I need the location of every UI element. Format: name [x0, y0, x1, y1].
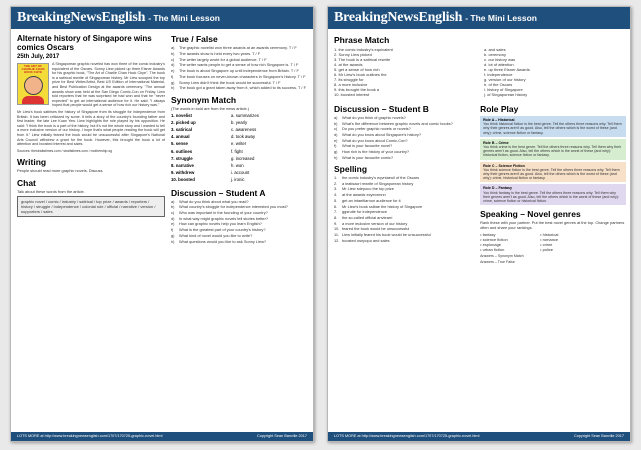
tf-item: c) The writer largely wrote for a global audience. T / F	[170, 56, 267, 62]
discussion-question: g) What kind of novel would you like to write?	[170, 232, 253, 238]
left-column	[17, 32, 165, 245]
speaking-heading: Speaking – Novel genres	[480, 209, 581, 220]
brand-title: BreakingNewsEnglish	[17, 10, 146, 25]
footer-copyright: Copyright Sean Banville 2017	[256, 434, 307, 438]
phrase-end: a. and sales	[484, 47, 506, 52]
role-card-crime: Role B – Crime You think crime is the best genre. Tell the others three reasons why. Tell them why their genres aren't as good. Also, tell the others which is the worst of these (and why): historical fiction, science fiction or fantasy.	[480, 139, 626, 160]
article-date: 25th July, 2017	[17, 54, 60, 60]
tf-item: e) The book is about Singapore up until independence from Britain. T / F	[170, 68, 299, 74]
synonym-match: g. increased	[230, 155, 255, 161]
footer-link[interactable]: LOTS MORE at http://www.breakingnewsenglish.com/1707/170725-graphic-novel.html	[17, 434, 163, 438]
synonym-match: i. account	[230, 170, 250, 176]
spelling-item: 4. at the awards ecyeormnn	[334, 192, 386, 198]
discussion-a-heading: Discussion – Student A	[170, 187, 266, 198]
discussion-question: a) What do you think of graphic novels?	[334, 115, 406, 120]
synonym-word: 7. struggle	[170, 155, 193, 161]
synonym-word: 1. novelist	[170, 112, 192, 118]
synonym-word: 8. narrative	[170, 163, 194, 169]
phrase-start: 9. this brought the book a	[334, 87, 380, 92]
true-false-heading: True / False	[170, 34, 218, 44]
comic-body-illustration	[22, 96, 44, 105]
comic-face-illustration	[24, 76, 43, 95]
left-column	[334, 100, 472, 264]
discussion-question: h) What questions would you like to ask Sonny Liew?	[170, 238, 267, 244]
page-footer	[11, 432, 313, 441]
brand-subtitle: - The Mini Lesson	[148, 13, 220, 23]
phrase-start: 2. Sonny Liew picked	[334, 52, 372, 57]
synonym-match: d. took away	[230, 134, 256, 140]
synonym-match: e. writer	[230, 141, 247, 147]
discussion-question: e) How can graphic novels help you learn English?	[170, 221, 262, 227]
synonym-word: 5. sense	[170, 141, 188, 147]
phrase-end: e. up three Eisner Awards	[484, 67, 530, 72]
genre-item: • science fiction	[480, 237, 508, 243]
synonym-word: 2. picked up	[170, 119, 196, 125]
phrase-end: d. lot of attention	[484, 62, 514, 67]
genre-item: • historical	[540, 232, 559, 238]
page-header	[328, 7, 630, 29]
phrase-start: 5. get a sense of how rich	[334, 67, 380, 72]
role-card-fantasy: Role D – Fantasy You think fantasy is the best genre. Tell the others three reasons why. Tell them why their genres aren't as good. Also, tell the others which is the worst of these (and why): crime, science fiction or historical fiction.	[480, 184, 626, 205]
discussion-question: h) What is your favourite comic?	[334, 154, 394, 160]
article-title: Alternate history of Singapore wins comics Oscars	[17, 34, 152, 52]
chat-prompt: Talk about these words from the article.	[17, 188, 85, 194]
synonym-match: a. summarizes	[230, 112, 259, 118]
article-paragraph-2: Mr Liew's book satirises the history of Singapore from its struggle for independence from Britain. It has been criticized by some. It tells a story of the country's founding father and first leader, the late Lee Kuan Yew. Liew highlights the role played by his opposition. He said: "I think the book is a part of the history, but it's not the whole story and I wanted to tell a more inclusive version of our history. I hope that's what people reading the book will get from it." Liew initially feared the book would be unsuccessful after Singapore's National Arts Council withdrew a grant for the book. However, this brought the book a lot of attention and boosted interest and sales.	[17, 109, 165, 147]
footer-copyright: Copyright Sean Banville 2017	[573, 434, 624, 438]
page-footer	[328, 432, 630, 441]
synonym-word: 10. boosted	[170, 177, 195, 183]
chat-word-box: graphic novel / comic / industry / satirical / top prize / awards / reporters / history / struggle / independence / colonial rule / official / narrative / version / supporters / sales	[17, 196, 165, 217]
synonym-match: f. fight	[230, 148, 243, 154]
synonym-note: (The words in bold are from the news article.)	[170, 106, 249, 112]
synonym-match: c. awareness	[230, 127, 257, 133]
phrase-start: 1. the comic industry's equivalent	[334, 47, 393, 52]
synonym-table	[171, 112, 309, 184]
chat-heading: Chat	[17, 177, 36, 188]
discussion-question: c) Do you prefer graphic novels or novels?	[334, 126, 411, 132]
genre-item: • police	[540, 247, 554, 253]
genre-item: • fantasy	[480, 232, 496, 238]
discussion-question: e) What do you know about Comic-Con?	[334, 137, 408, 143]
spelling-item: 7. ggsrutle for independence	[334, 209, 387, 215]
role-play-heading: Role Play	[480, 104, 519, 114]
discussion-question: b) What country's struggle for independence interested you most?	[170, 204, 288, 210]
spelling-item: 9. a more ieulcsivn version of our history	[334, 220, 408, 226]
role-card-historical: Role A – Historical You think historical fiction is the best genre. Tell the others three reasons why. Tell them why their genres aren't as good. Also, tell the others which is the worst of these (and why): crime, science fiction or fantasy.	[480, 116, 626, 137]
phrase-start: 4. at the awards	[334, 62, 363, 67]
comic-cover-image	[17, 63, 49, 105]
synonym-word: 6. outlines	[170, 148, 193, 154]
phrase-end: c. our history was	[484, 57, 516, 62]
phrase-start: 7. its struggle for	[334, 77, 364, 82]
phrase-end: h. of the Oscars	[484, 82, 513, 87]
discussion-question: g) How rich is the history of your country?	[334, 149, 410, 155]
phrase-match-table	[334, 47, 624, 97]
comic-cover-title: THE ART OF CHARLIE CHAN HOCK CHYE	[21, 64, 45, 74]
spelling-item: 5. get an intaeitlarnon audience for it	[334, 197, 401, 203]
discussion-question: d) What do you know about Singapore's history?	[334, 132, 422, 138]
right-column	[171, 32, 309, 245]
brand-title: BreakingNewsEnglish	[334, 10, 463, 25]
discussion-question: f) What is the greatest part of your country's history?	[170, 227, 266, 233]
phrase-start: 8. a more inclusive	[334, 82, 368, 87]
writing-heading: Writing	[17, 157, 47, 168]
phrase-start: 6. Mr Liew's book outlines the	[334, 72, 387, 77]
article-paragraph-1: A Singaporean graphic novelist has won three of the comic industry's equivalent of the Oscars. Sonny Liew picked up three Eisner Awards for his graphic book, "The Art of Charlie Chan Hock Chye". The book is a satirical rewrite of Singaporean history. Mr Liew scooped the top prize for Best Writer/Artist, Best US Edition of International Material, and Best Publication Design at the awards ceremony. "The annual awards show was held at the San Diego Comic-Con on Friday. Liew told reporters that he was surprised he had won and that he "never expected" to get an international audience for it. He said: "I always hoped that people would get a sense of how rich our history was."	[52, 62, 165, 108]
spelling-item: 1. the comic industry's eqvntaeuil of the Oscars	[334, 175, 420, 181]
phrase-end: g. version of our history	[484, 77, 526, 82]
phrase-match-heading: Phrase Match	[334, 35, 390, 45]
writing-prompt: People should read more graphic novels. Discuss.	[17, 168, 104, 174]
synonym-match: j. ironic	[230, 177, 245, 183]
phrase-end: j. of Singaporean history	[484, 92, 528, 97]
synonym-word: 3. satirical	[170, 127, 192, 133]
synonym-word: 4. annual	[170, 134, 190, 140]
phrase-end: i. history of Singapore	[484, 87, 523, 92]
tf-item: d) The writer wants people to get a sense of how rich Singapore is. T / F	[170, 62, 299, 68]
genre-item: • urban fiction	[480, 247, 505, 253]
spelling-item: 8. the so-called official anvtearri	[334, 214, 393, 220]
genre-item: • romance	[540, 237, 559, 243]
spelling-item: 2. a ieatisacrl rewrite of Singaporean history	[334, 180, 414, 186]
genre-list	[480, 232, 626, 252]
phrase-end: f. independence	[484, 72, 513, 77]
page-header	[11, 7, 313, 29]
discussion-question: d) In what way might graphic novels tell stories better?	[170, 215, 269, 221]
spelling-item: 11. Liew initially feared his book would be unsuccessful	[334, 231, 431, 237]
discussion-question: c) Who was important in the founding of your country?	[170, 210, 268, 216]
answers-true-false-label: Answers – True False	[480, 260, 515, 265]
discussion-question: a) What do you think about what you read?	[170, 198, 249, 204]
article-sources: Sources: thestraitstimes.com / straitstimes.com / mothership.sg	[17, 148, 112, 153]
phrase-start: 3. The book is a satirical rewrite	[334, 57, 391, 62]
worksheet-page-1	[10, 6, 314, 442]
discussion-question: f) What is your favourite novel?	[334, 143, 393, 149]
tf-item: g) Sonny Liew didn't think the book would be successful. T / F	[170, 79, 281, 85]
discussion-question: b) What's the difference between graphic novels and comic books?	[334, 120, 453, 126]
spelling-item: 3. Mr Liew sdepoco the top prize	[334, 186, 394, 192]
right-column	[480, 100, 626, 264]
tf-item: a) The graphic novelist won three awards at an awards ceremony. T / F	[170, 45, 297, 50]
synonym-match: h. won	[230, 163, 244, 169]
speaking-prompt: Rank these with your partner. Put the best novel genres at the top. Change partners often and share your rankings.	[480, 220, 625, 230]
spelling-heading: Spelling	[334, 164, 368, 175]
synonym-match: b. yearly	[230, 119, 248, 125]
tf-item: f) The book focuses on never-known characters in Singapore's history. T / F	[170, 73, 306, 79]
phrase-end: b. ceremony	[484, 52, 507, 57]
discussion-b-heading: Discussion – Student B	[334, 104, 429, 114]
tf-item: h) The book got a grant taken away from it, which added to its success. T / F	[170, 85, 306, 91]
spelling-item: 12. boosted osnpopu and sales	[334, 237, 390, 243]
spelling-item: 6. Mr Liew's book sslitae the history of Singapore	[334, 203, 423, 209]
footer-link[interactable]: LOTS MORE at http://www.breakingnewsenglish.com/1707/170725-graphic-novel.html	[334, 434, 480, 438]
synonym-heading: Synonym Match	[170, 95, 237, 106]
phrase-start: 10. boosted interest	[334, 92, 370, 97]
brand-subtitle: - The Mini Lesson	[465, 13, 537, 23]
genre-item: • crime	[540, 242, 553, 248]
role-card-science-fiction: Role C – Science Fiction You think science fiction is the best genre. Tell the others three reasons why. Tell them why their genres aren't as good. Also, tell the others which is the worst of these (and why): crime, historical fiction or fantasy.	[480, 162, 626, 183]
tf-item: b) The awards show is held every two years. T / F	[170, 50, 261, 56]
spelling-item: 10. feared the book would be unsuccessful	[334, 226, 410, 232]
synonym-word: 9. withdrew	[170, 170, 195, 176]
worksheet-page-2	[327, 6, 631, 442]
genre-item: • espionage	[480, 242, 502, 248]
answers-synonym-label: Answers – Synonym Match	[480, 254, 524, 259]
